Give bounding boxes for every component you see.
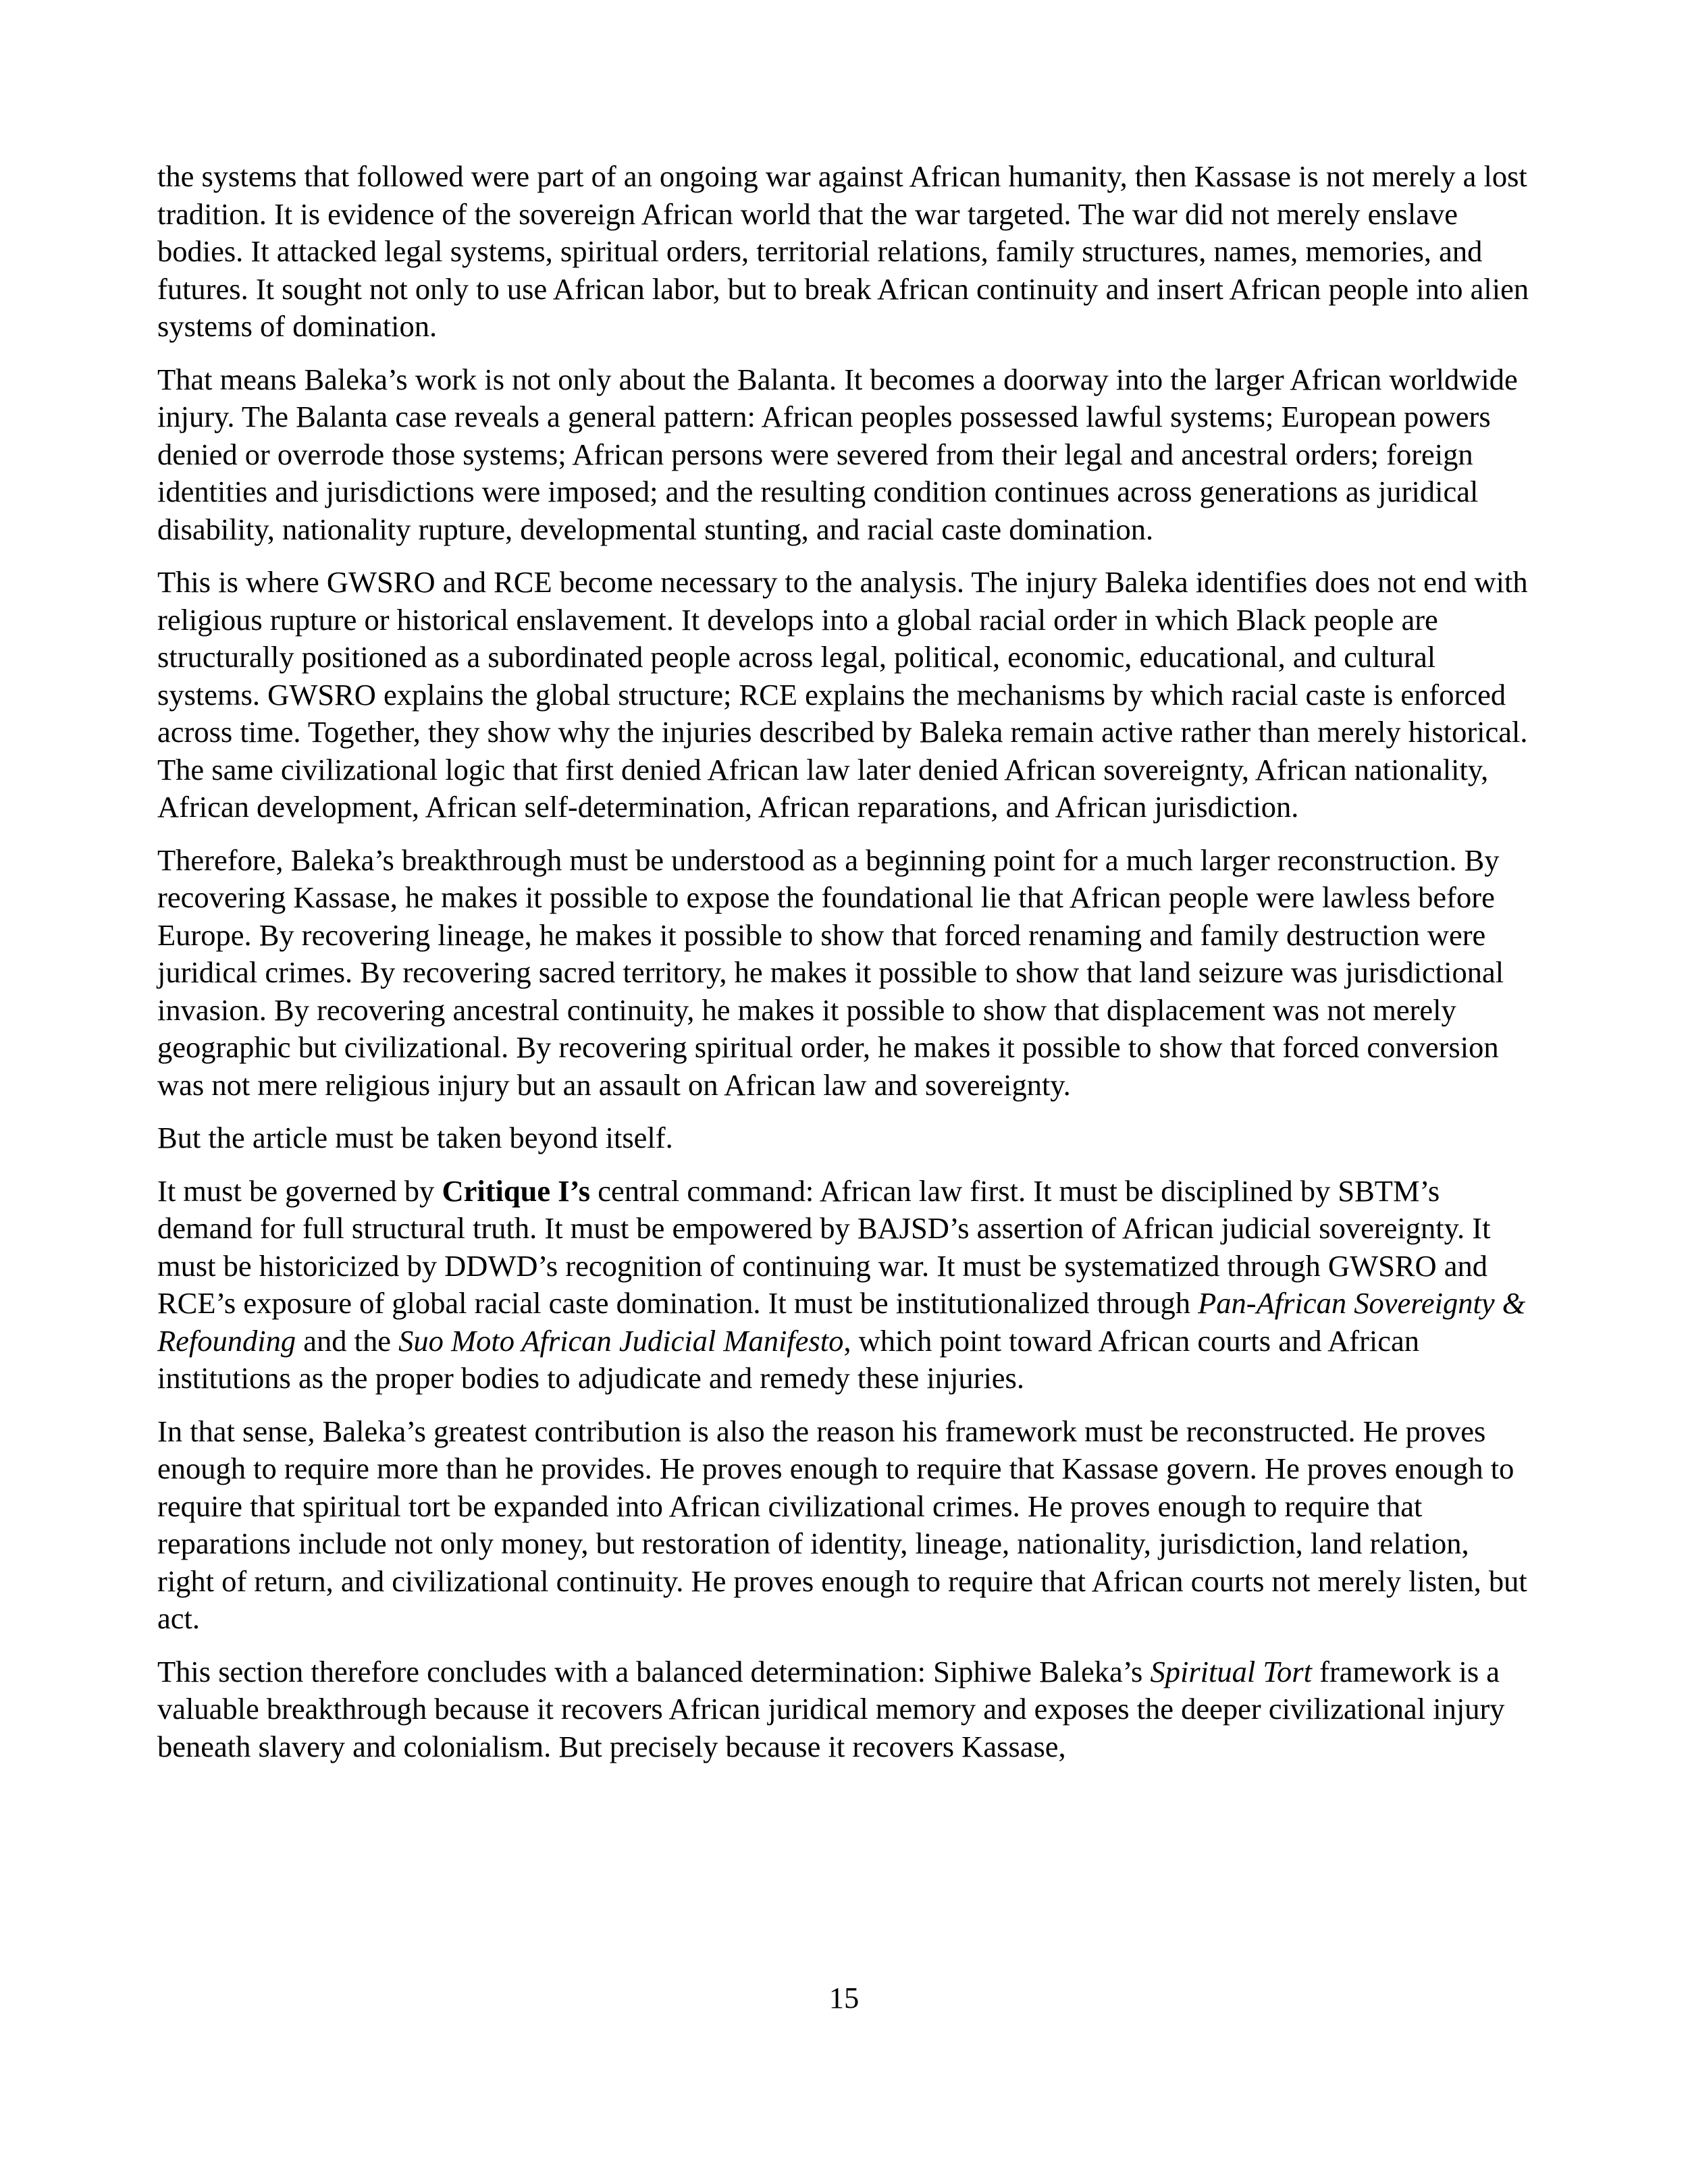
paragraph-7 <box>157 1413 1532 1638</box>
paragraph-6 <box>157 1173 1532 1397</box>
italic-title: Pan-African Sovereignty & Refounding <box>157 1286 1526 1358</box>
text-run: This section therefore concludes with a balanced determination: Siphiwe Baleka’s <box>157 1654 1151 1688</box>
italic-title: Suo Moto African Judicial Manifesto <box>398 1323 844 1358</box>
paragraph-4 <box>157 842 1532 1104</box>
bold-term: Critique I’s <box>442 1173 591 1208</box>
text-run: central command: African law first. It must be disciplined by SBTM’s demand for full structural truth. It must be empowered by BAJSD’s assertion of African judicial sovereignty. It must be historicized by DDWD’s recognition of continuing war. It must be systematized through GWSRO and RCE’s exposure of global racial caste domination. It must be institutionalized through <box>157 1173 1491 1320</box>
page-number: 15 <box>828 1981 860 2015</box>
document-page <box>157 158 1532 1781</box>
text-run: That means Baleka’s work is not only about the Balanta. It becomes a doorway into the larger African worldwide injury. The Balanta case reveals a general pattern: African peoples possessed lawful systems; European powers denied or overrode those systems; African persons were severed from their legal and ancestral orders; foreign identities and jurisdictions were imposed; and the resulting condition continues across generations as juridical disability, nationality rupture, developmental stunting, and racial caste domination. <box>157 362 1518 546</box>
italic-title: Spiritual Tort <box>1150 1654 1312 1688</box>
paragraph-2 <box>157 361 1532 549</box>
paragraph-1 <box>157 158 1532 346</box>
text-run: , which point toward African courts and African institutions as the proper bodies to adjudicate and remedy these injuries. <box>157 1323 1420 1395</box>
text-run: This is where GWSRO and RCE become necessary to the analysis. The injury Baleka identifies does not end with religious rupture or historical enslavement. It develops into a global racial order in which Black people are structurally positioned as a subordinated people across legal, political, economic, educational, and cultural systems. GWSRO explains the global structure; RCE explains the mechanisms by which racial caste is enforced across time. Together, they show why the injuries described by Baleka remain active rather than merely historical. The same civilizational logic that first denied African law later denied African sovereignty, African nationality, African development, African self-determination, African reparations, and African jurisdiction. <box>157 565 1528 824</box>
text-run: and the <box>296 1323 399 1358</box>
paragraph-3 <box>157 564 1532 826</box>
text-run: framework is a valuable breakthrough because it recovers African juridical memory and exposes the deeper civilizational injury beneath slavery and colonialism. But precisely because it recovers Kassase, <box>157 1654 1505 1763</box>
text-run: In that sense, Baleka’s greatest contribution is also the reason his framework must be reconstructed. He proves enough to require more than he provides. He proves enough to require that Kassase govern. He proves enough to require that spiritual tort be expanded into African civilizational crimes. He proves enough to require that reparations include not only money, but restoration of identity, lineage, nationality, jurisdiction, land relation, right of return, and civilizational continuity. He proves enough to require that African courts not merely listen, but act. <box>157 1414 1527 1635</box>
paragraph-8 <box>157 1653 1532 1766</box>
text-run: It must be governed by <box>157 1173 442 1208</box>
text-run: Therefore, Baleka’s breakthrough must be understood as a beginning point for a much larger reconstruction. By recovering Kassase, he makes it possible to expose the foundational lie that African people were lawless before Europe. By recovering lineage, he makes it possible to show that forced renaming and family destruction were juridical crimes. By recovering sacred territory, he makes it possible to show that land seizure was jurisdictional invasion. By recovering ancestral continuity, he makes it possible to show that displacement was not merely geographic but civilizational. By recovering spiritual order, he makes it possible to show that forced conversion was not mere religious injury but an assault on African law and sovereignty. <box>157 843 1504 1102</box>
text-run: the systems that followed were part of an ongoing war against African humanity, then Kassase is not merely a lost tradition. It is evidence of the sovereign African world that the war targeted. The war did not merely enslave bodies. It attacked legal systems, spiritual orders, territorial relations, family structures, names, memories, and futures. It sought not only to use African labor, but to break African continuity and insert African people into alien systems of domination. <box>157 159 1529 343</box>
paragraph-5 <box>157 1119 1532 1157</box>
text-run: But the article must be taken beyond itself. <box>157 1121 673 1154</box>
